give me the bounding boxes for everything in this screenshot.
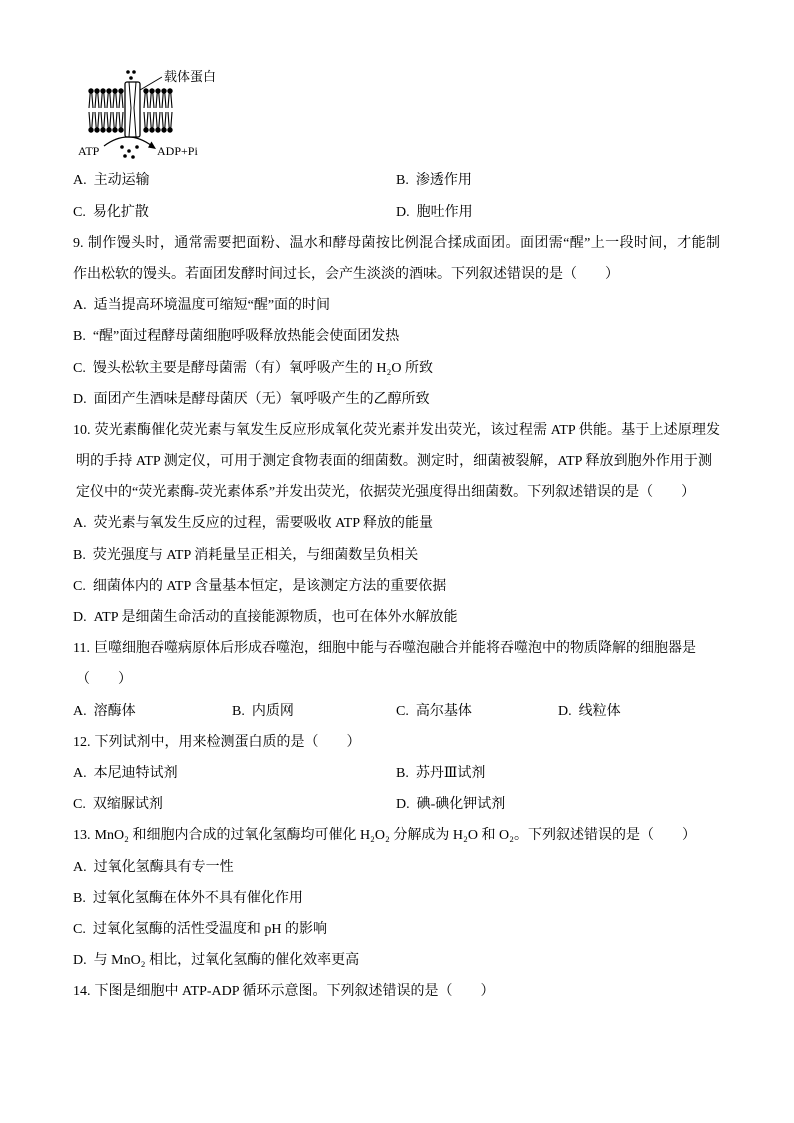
phospholipid — [112, 88, 117, 108]
phospholipid — [143, 88, 148, 108]
phospholipid-tail — [144, 112, 145, 128]
phospholipid — [100, 112, 105, 133]
phospholipid-tail — [110, 112, 111, 128]
question-number: 9. — [73, 235, 84, 251]
q11-options-row — [73, 696, 733, 727]
option-text: 内质网 — [251, 703, 294, 719]
atp-hydrolysis-arrow — [104, 137, 152, 146]
option-text: 荧光强度与 ATP 消耗量呈正相关，与细菌数呈负相关 — [92, 547, 419, 563]
solute-dot — [127, 149, 131, 153]
phospholipid — [149, 88, 154, 108]
membrane-transport-diagram — [70, 60, 220, 160]
phospholipid-head — [155, 127, 160, 132]
option-letter: C. — [73, 204, 86, 220]
solute-dot — [126, 70, 130, 74]
q12-option-c — [73, 789, 163, 820]
question-number: 13. — [73, 828, 91, 844]
stem-text: 荧光素酶催化荧光素与氧发生反应形成氧化荧光素并发出荧光，该过程需 ATP 供能。基于上述原理发 — [94, 422, 720, 438]
phospholipid-tail — [162, 112, 163, 128]
phospholipid-tail — [98, 93, 99, 108]
phospholipid-tail — [113, 93, 114, 108]
phospholipid-head — [106, 127, 111, 132]
option-letter: C. — [73, 921, 86, 937]
arrowhead-icon — [148, 142, 156, 150]
stem-text: 定仪中的“荧光素酶-荧光素体系”并发出荧光，依据荧光强度得出细菌数。下列叙述错误的是（ ） — [76, 485, 696, 501]
question-number: 14. — [73, 984, 91, 1000]
option-text: 细菌体内的 ATP 含量基本恒定，是该测定方法的重要依据 — [92, 578, 447, 594]
solute-dot — [123, 154, 127, 158]
phospholipid-tail — [107, 93, 108, 108]
phospholipid-tail — [171, 112, 172, 128]
option-letter: C. — [396, 703, 409, 719]
q12-options-row-1 — [73, 758, 733, 789]
stem-text: MnO₂ 和细胞内合成的过氧化氢酶均可催化 H₂O₂ 分解成为 H₂O 和 O₂。下列叙述错误的是（ ） — [94, 828, 697, 844]
phospholipid-tail — [101, 93, 102, 108]
option-text: 与 MnO₂ 相比，过氧化氢酶的催化效率更高 — [93, 953, 360, 969]
phospholipid — [88, 88, 93, 108]
phospholipid-tail — [107, 112, 108, 128]
phospholipid-tail — [171, 93, 172, 108]
phospholipid-head — [167, 88, 172, 93]
carrier-protein — [125, 82, 140, 137]
phospholipid-tail — [89, 93, 90, 108]
q11-stem-line-1 — [73, 633, 733, 664]
option-text: ATP 是细菌生命活动的直接能源物质，也可在体外水解放能 — [93, 610, 458, 626]
option-letter: D. — [73, 953, 87, 969]
option-text: 溶酶体 — [93, 703, 136, 719]
q14-stem-line-1 — [73, 976, 733, 1007]
q9-option-d — [73, 384, 733, 415]
phospholipid-head — [100, 88, 105, 93]
phospholipid-tail — [165, 112, 166, 128]
atp-label: ATP — [78, 144, 100, 158]
q10-stem-line-3 — [76, 477, 733, 508]
phospholipid-tail — [144, 93, 145, 108]
phospholipid-tail — [113, 112, 114, 128]
phospholipid — [88, 112, 93, 133]
option-letter: A. — [73, 298, 87, 314]
phospholipid — [118, 112, 123, 133]
stem-text: 巨噬细胞吞噬病原体后形成吞噬泡，细胞中能与吞噬泡融合并能将吞噬泡中的物质降解的细胞器是 — [93, 641, 696, 657]
phospholipid-head — [149, 127, 154, 132]
phospholipid-tail — [116, 112, 117, 128]
phospholipid-tail — [95, 112, 96, 128]
option-text: 荧光素与氧发生反应的过程，需要吸收 ATP 释放的能量 — [93, 516, 434, 532]
option-text: 面团产生酒味是酵母菌厌（无）氧呼吸产生的乙醇所致 — [93, 391, 430, 407]
option-text: 过氧化氢酶的活性受温度和 pH 的影响 — [92, 921, 327, 937]
q10-option-b — [73, 540, 733, 571]
phospholipid-head — [112, 88, 117, 93]
q11-option-a — [73, 696, 136, 727]
option-text: 渗透作用 — [415, 173, 472, 189]
stem-text: 明的手持 ATP 测定仪，可用于测定食物表面的细菌数。测定时，细菌被裂解，ATP 释放到胞外作用于测 — [76, 454, 712, 470]
option-text: 双缩脲试剂 — [92, 797, 163, 813]
option-text: 胞吐作用 — [416, 204, 473, 220]
option-letter: B. — [396, 173, 409, 189]
option-text: 主动运输 — [93, 173, 150, 189]
phospholipid-tail — [156, 93, 157, 108]
phospholipid-tail — [153, 112, 154, 128]
solute-dot — [120, 145, 124, 149]
phospholipid-tail — [159, 112, 160, 128]
phospholipid-tail — [162, 93, 163, 108]
option-text: 适当提高环境温度可缩短“醒”面的时间 — [93, 298, 331, 314]
phospholipid — [106, 88, 111, 108]
q10-option-a — [73, 508, 733, 539]
q13-option-d — [73, 945, 733, 976]
phospholipid-tail — [156, 112, 157, 128]
option-text: 易化扩散 — [92, 204, 149, 220]
phospholipid-tail — [165, 93, 166, 108]
option-letter: C. — [73, 797, 86, 813]
phospholipid-head — [106, 88, 111, 93]
q8-option-a — [73, 165, 150, 196]
phospholipid-head — [149, 88, 154, 93]
option-letter: D. — [73, 610, 87, 626]
question-list — [73, 165, 733, 1007]
phospholipid-head — [118, 127, 123, 132]
q11-option-b — [232, 696, 294, 727]
solute-dot — [135, 145, 139, 149]
option-letter: D. — [396, 204, 410, 220]
phospholipid-tail — [98, 112, 99, 128]
phospholipid-head — [118, 88, 123, 93]
q13-option-c — [73, 914, 733, 945]
q12-option-b — [396, 758, 485, 789]
q11-stem-line-2 — [76, 664, 733, 695]
phospholipid — [118, 88, 123, 108]
phospholipid — [143, 112, 148, 133]
phospholipid-tail — [168, 93, 169, 108]
option-text: 过氧化氢酶在体外不具有催化作用 — [92, 890, 303, 906]
phospholipid — [161, 88, 166, 108]
phospholipid-tail — [101, 112, 102, 128]
stem-text: 作出松软的馒头。若面团发酵时间过长，会产生淡淡的酒味。下列叙述错误的是（ ） — [73, 266, 619, 282]
q9-stem-line-2 — [73, 259, 733, 290]
option-letter: D. — [73, 391, 87, 407]
phospholipid-head — [161, 88, 166, 93]
q8-options-row-2 — [73, 197, 733, 228]
phospholipid — [149, 112, 154, 133]
phospholipid-head — [155, 88, 160, 93]
q13-option-b — [73, 883, 733, 914]
q8-option-b — [396, 165, 472, 196]
phospholipid-tail — [150, 112, 151, 128]
phospholipid-tail — [119, 112, 120, 128]
phospholipid — [94, 88, 99, 108]
q13-stem-line-1 — [73, 820, 733, 851]
option-letter: C. — [73, 578, 86, 594]
phospholipid — [94, 112, 99, 133]
q12-option-a — [73, 758, 178, 789]
phospholipid-tail — [95, 93, 96, 108]
phospholipid-head — [143, 127, 148, 132]
carrier-protein-label: 载体蛋白 — [164, 70, 217, 85]
q13-option-a — [73, 852, 733, 883]
option-letter: D. — [558, 703, 572, 719]
adp-pi-label: ADP+Pi — [157, 144, 198, 158]
q8-option-c — [73, 197, 149, 228]
phospholipid-head — [167, 127, 172, 132]
phospholipid-head — [94, 88, 99, 93]
phospholipid — [106, 112, 111, 133]
phospholipid-head — [88, 127, 93, 132]
option-text: 碘-碘化钾试剂 — [416, 797, 506, 813]
solute-dot — [129, 76, 133, 80]
carrier-protein-body — [125, 82, 140, 137]
phospholipid — [155, 88, 160, 108]
option-letter: B. — [73, 890, 86, 906]
phospholipid-tail — [122, 93, 123, 108]
option-letter: A. — [73, 703, 87, 719]
option-letter: D. — [396, 797, 410, 813]
stem-text: 下列试剂中，用来检测蛋白质的是（ ） — [94, 734, 361, 750]
q8-options-row-1 — [73, 165, 733, 196]
option-text: 高尔基体 — [415, 703, 472, 719]
option-text: 本尼迪特试剂 — [93, 765, 178, 781]
phospholipid-tail — [92, 112, 93, 128]
phospholipid-tail — [153, 93, 154, 108]
q10-option-c — [73, 571, 733, 602]
q9-option-b — [73, 321, 733, 352]
q8-option-d — [396, 197, 473, 228]
phospholipid-head — [161, 127, 166, 132]
phospholipid-tail — [168, 112, 169, 128]
phospholipid-tail — [159, 93, 160, 108]
option-letter: A. — [73, 765, 87, 781]
stem-text: 下图是细胞中 ATP-ADP 循环示意图。下列叙述错误的是（ ） — [94, 984, 495, 1000]
q12-stem-line-1 — [73, 727, 733, 758]
option-text: 过氧化氢酶具有专一性 — [93, 859, 234, 875]
option-letter: A. — [73, 859, 87, 875]
phospholipid-tail — [150, 93, 151, 108]
phospholipid-tail — [89, 112, 90, 128]
question-number: 10. — [73, 422, 91, 438]
phospholipid — [155, 112, 160, 133]
phospholipid-tail — [119, 93, 120, 108]
q10-stem-line-2 — [76, 446, 712, 477]
phospholipid-tail — [116, 93, 117, 108]
option-letter: B. — [73, 547, 86, 563]
option-text: 线粒体 — [578, 703, 621, 719]
q10-stem-line-1 — [73, 415, 720, 446]
phospholipid-tail — [104, 112, 105, 128]
phospholipid — [167, 112, 172, 133]
q9-option-c — [73, 353, 733, 384]
phospholipid-tail — [104, 93, 105, 108]
q12-options-row-2 — [73, 789, 733, 820]
question-number: 12. — [73, 734, 91, 750]
solute-dot — [131, 155, 135, 159]
q12-option-d — [396, 789, 505, 820]
option-text: 馒头松软主要是酵母菌需（有）氧呼吸产生的 H₂O 所致 — [92, 360, 433, 376]
phospholipid-tail — [122, 112, 123, 128]
phospholipid — [167, 88, 172, 108]
phospholipid-head — [100, 127, 105, 132]
option-letter: B. — [73, 329, 86, 345]
phospholipid — [161, 112, 166, 133]
phospholipid-head — [94, 127, 99, 132]
phospholipid-tail — [147, 112, 148, 128]
option-letter: C. — [73, 360, 86, 376]
question-number: 11. — [73, 641, 90, 657]
option-letter: B. — [396, 765, 409, 781]
phospholipid-head — [143, 88, 148, 93]
option-text: “醒”面过程酵母菌细胞呼吸释放热能会使面团发热 — [92, 329, 400, 345]
solute-dot — [132, 70, 136, 74]
stem-text: 制作馒头时，通常需要把面粉、温水和酵母菌按比例混合揉成面团。面团需“醒”上一段时间，才能制 — [87, 235, 720, 251]
q11-option-d — [558, 696, 621, 727]
phospholipid-head — [88, 88, 93, 93]
q9-stem-line-1 — [73, 228, 720, 259]
phospholipid-tail — [147, 93, 148, 108]
phospholipid — [100, 88, 105, 108]
phospholipid-head — [112, 127, 117, 132]
option-letter: A. — [73, 516, 87, 532]
answer-blank: （ ） — [76, 672, 132, 688]
phospholipid-tail — [110, 93, 111, 108]
phospholipid — [112, 112, 117, 133]
q11-option-c — [396, 696, 472, 727]
q10-option-d — [73, 602, 733, 633]
option-letter: B. — [232, 703, 245, 719]
option-letter: A. — [73, 173, 87, 189]
q9-option-a — [73, 290, 733, 321]
phospholipid-tail — [92, 93, 93, 108]
carrier-label-leader-line — [140, 77, 162, 90]
option-text: 苏丹Ⅲ试剂 — [415, 765, 486, 781]
